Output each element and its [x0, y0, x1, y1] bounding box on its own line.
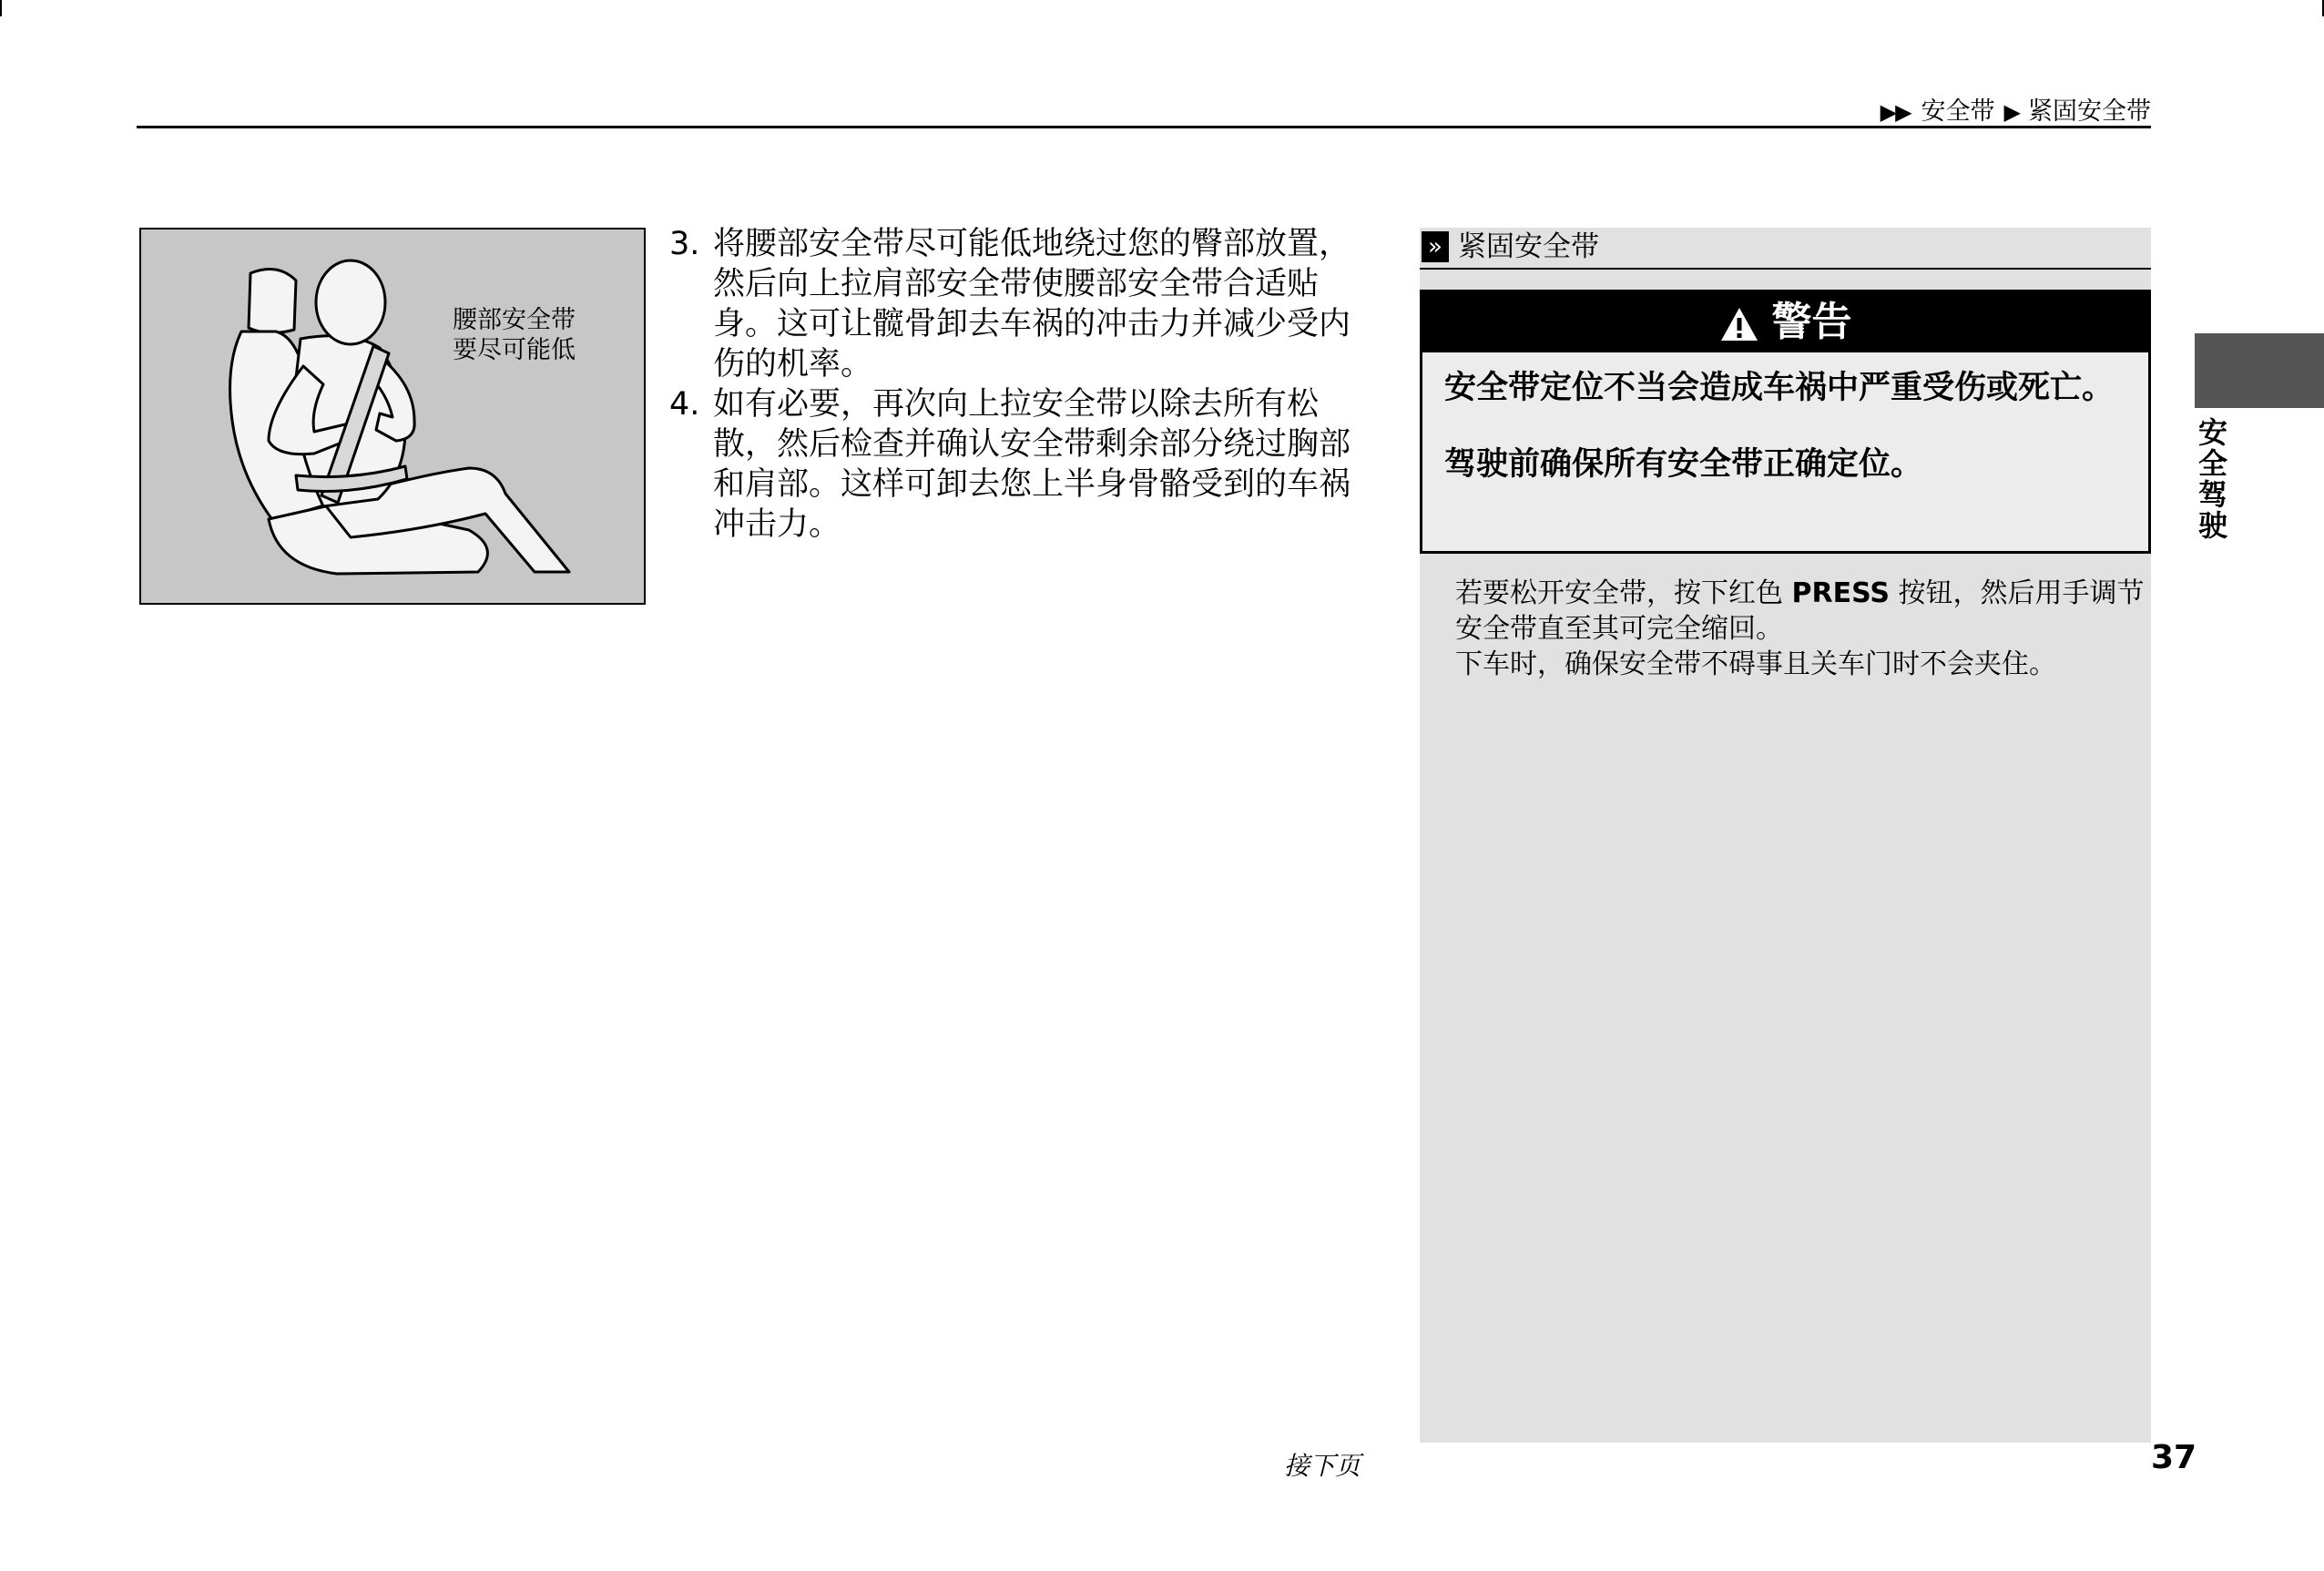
double-arrow-icon: ▶▶	[1880, 99, 1911, 125]
warning-text	[1444, 369, 2118, 522]
panel-note-1-start: 若要松开安全带，按下红色	[1455, 577, 1792, 609]
figure-label-line1: 腰部安全带	[453, 306, 576, 334]
warning-line1: 安全带定位不当会造成车祸中严重受伤或死亡。	[1444, 370, 2115, 406]
seated-person-illustration-icon	[141, 230, 646, 605]
arrow-icon: ▶	[2003, 99, 2021, 125]
steps-list	[669, 224, 1361, 545]
list-item	[669, 384, 1361, 545]
panel-note-2: 下车时，确保安全带不碍事且关车门时不会夹住。	[1455, 648, 2056, 680]
panel-header	[1420, 228, 2151, 270]
crop-mark-left	[0, 0, 2, 16]
step-number: 4.	[669, 386, 700, 423]
panel-notes	[1455, 576, 2147, 682]
warning-box	[1420, 290, 2151, 554]
warning-line2: 驾驶前确保所有安全带正确定位。	[1444, 446, 1923, 483]
breadcrumb-page[interactable]: 紧固安全带	[2028, 97, 2151, 126]
seatbelt-illustration	[139, 228, 646, 605]
step-number: 3.	[669, 226, 700, 262]
figure-label	[453, 305, 576, 365]
chapter-tab-label[interactable]: 安全驾驶	[2197, 415, 2227, 543]
figure-label-line2: 要尽可能低	[453, 336, 576, 364]
warning-header	[1422, 292, 2148, 352]
warning-triangle-icon	[1719, 306, 1759, 342]
warning-title: 警告	[1771, 299, 1852, 345]
panel-title: 紧固安全带	[1458, 230, 1599, 263]
panel-note-1	[1455, 576, 2147, 647]
step-text: 将腰部安全带尽可能低地绕过您的臀部放置，然后向上拉肩部安全带使腰部安全带合适贴身。这可让髋骨卸去车祸的冲击力并减少受内伤的机率。	[713, 226, 1351, 383]
next-page-label: 接下页	[1284, 1451, 1361, 1481]
page-number: 37	[2151, 1439, 2197, 1476]
breadcrumb-section[interactable]: 安全带	[1921, 97, 1995, 126]
double-chevron-icon: »	[1422, 231, 1449, 262]
header-rule	[137, 126, 2151, 128]
press-button-label: PRESS	[1791, 577, 1890, 609]
breadcrumb	[1881, 91, 2151, 127]
panel-note-1-end: 按钮，然后用手调节安全带直至其可完全缩回。	[1455, 577, 2145, 645]
step-text: 如有必要，再次向上拉安全带以除去所有松散，然后检查并确认安全带剩余部分绕过胸部和肩部。这样可卸去您上半身骨骼受到的车祸冲击力。	[713, 386, 1351, 543]
list-item	[669, 224, 1361, 384]
chapter-tab[interactable]	[2195, 333, 2324, 408]
